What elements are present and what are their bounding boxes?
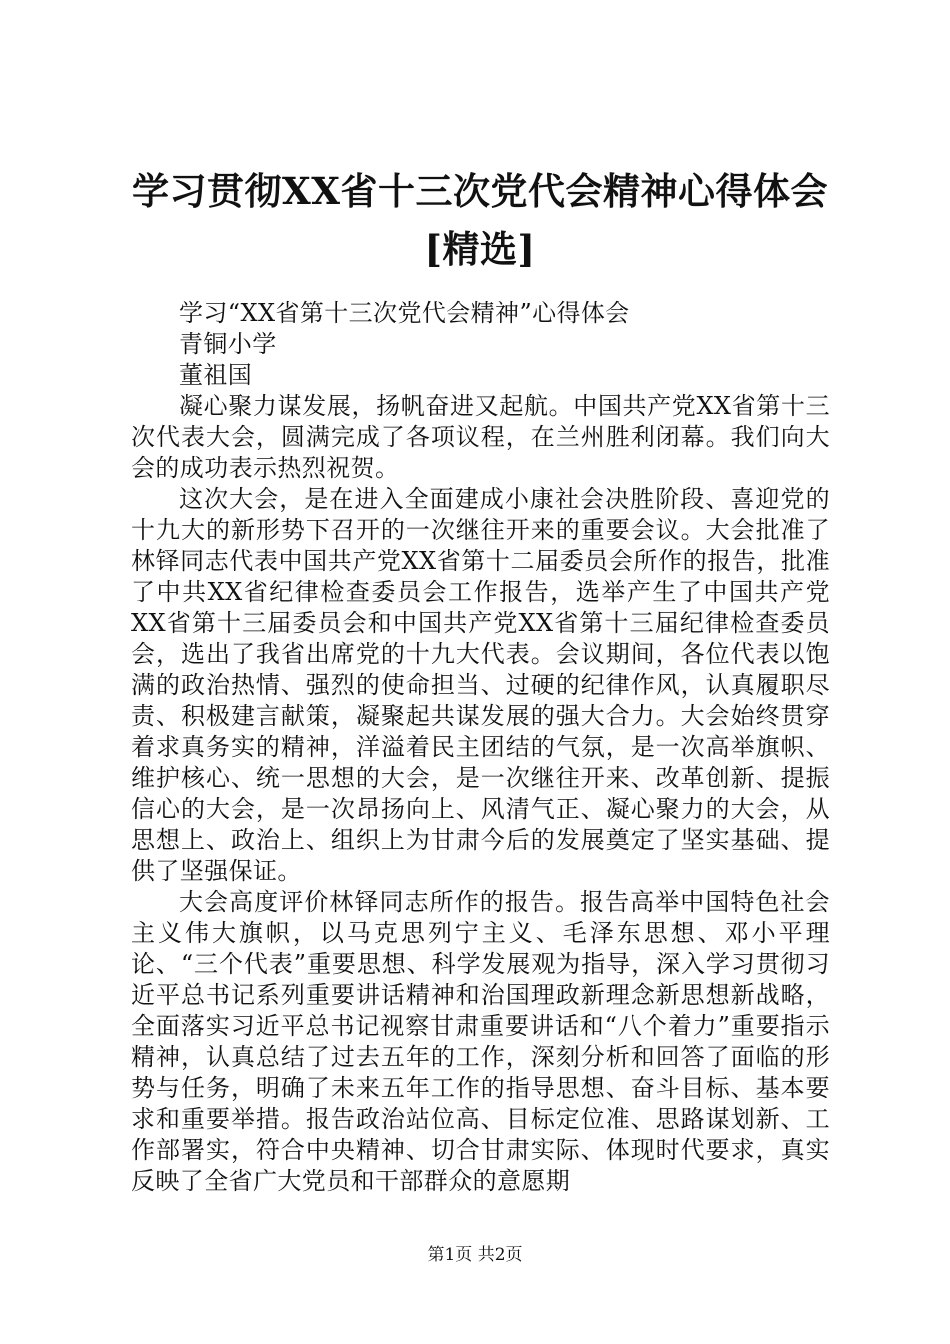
document-title: 学习贯彻XX省十三次党代会精神心得体会[精选]: [132, 169, 828, 271]
paragraph-3: 大会高度评价林铎同志所作的报告。报告高举中国特色社会主义伟大旗帜，以马克思列宁主义、毛泽东思想、邓小平理论、“三个代表”重要思想、科学发展观为指导，深入学习贯彻习近平总书记系列重要讲话精神和治国理政新理念新思想新战略，全面落实习近平总书记视察甘肃重要讲话和“八个着力”重要指示精神，认真总结了过去五年的工作，深刻分析和回答了面临的形势与任务，明确了未来五年工作的指导思想、奋斗目标、基本要求和重要举措。报告政治站位高、目标定位准、思路谋划新、工作部署实，符合中央精神、切合甘肃实际、体现时代要求，真实反映了全省广大党员和干部群众的意愿期: [131, 888, 830, 1195]
page-number: 第1页 共2页: [427, 1245, 523, 1265]
document-body: [131, 298, 830, 1197]
paragraph-2: 这次大会，是在进入全面建成小康社会决胜阶段、喜迎党的十九大的新形势下召开的一次继往开来的重要会议。大会批准了林铎同志代表中国共产党XX省第十二届委员会所作的报告，批准了中共XX省纪律检查委员会工作报告，选举产生了中国共产党XX省第十三届委员会和中国共产党XX省第十三届纪律检查委员会，选出了我省出席党的十九大代表。会议期间，各位代表以饱满的政治热情、强烈的使命担当、过硬的纪律作风，认真履职尽责、积极建言献策，凝聚起共谋发展的强大合力。大会始终贯穿着求真务实的精神，洋溢着民主团结的气氛，是一次高举旗帜、维护核心、统一思想的大会，是一次继往开来、改革创新、提振信心的大会，是一次昂扬向上、风清气正、凝心聚力的大会，从思想上、政治上、组织上为甘肃今后的发展奠定了坚实基础、提供了坚强保证。: [131, 485, 830, 885]
author-name: 董祖国: [179, 361, 253, 389]
paragraph-1: 凝心聚力谋发展，扬帆奋进又起航。中国共产党XX省第十三次代表大会，圆满完成了各项议程，在兰州胜利闭幕。我们向大会的成功表示热烈祝贺。: [131, 392, 830, 482]
subtitle: 学习“XX省第十三次党代会精神”心得体会: [179, 299, 630, 327]
school-name: 青铜小学: [179, 330, 277, 358]
